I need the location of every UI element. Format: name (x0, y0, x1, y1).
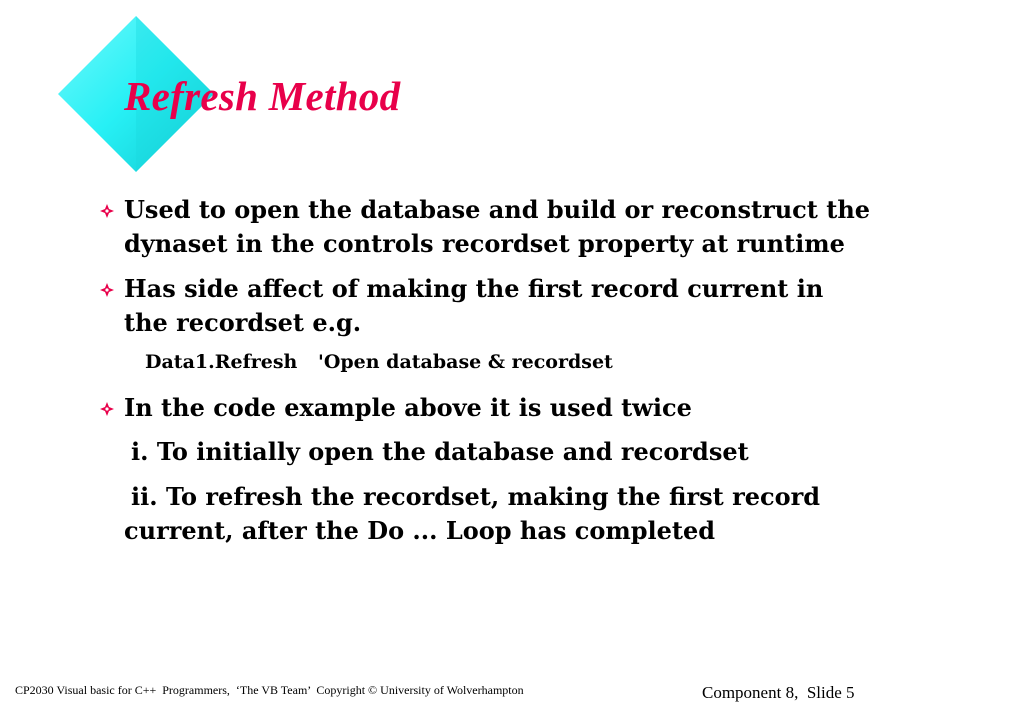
bullet-2-line-2: the recordset e.g. (124, 308, 362, 337)
code-comment: 'Open database & recordset (318, 351, 613, 373)
slide-title: Refresh Method (124, 73, 401, 119)
bullet-3-line-1: In the code example above it is used twice (124, 393, 692, 422)
diamond-bullet-icon (99, 401, 115, 417)
diamond-bullet-icon (99, 282, 115, 298)
sub-item-2-line-1: ii. To refresh the recordset, making the first record (131, 482, 821, 511)
bullet-1-line-1: Used to open the database and build or reconstruct the (124, 195, 871, 224)
diamond-bullet-icon (99, 203, 115, 219)
bullet-1-line-2: dynaset in the controls recordset property at runtime (124, 229, 845, 258)
code-statement: Data1.Refresh (145, 351, 298, 373)
bullet-2-line-1: Has side affect of making the first record current in (124, 274, 824, 303)
footer-slide-number: Component 8, Slide 5 (702, 683, 855, 702)
sub-item-2-line-2: current, after the Do ... Loop has completed (124, 516, 716, 545)
sub-item-1: i. To initially open the database and recordset (131, 437, 749, 466)
footer-copyright: CP2030 Visual basic for C++ Programmers, ‘The VB Team’ Copyright © University of Wolverhampton (15, 683, 524, 697)
